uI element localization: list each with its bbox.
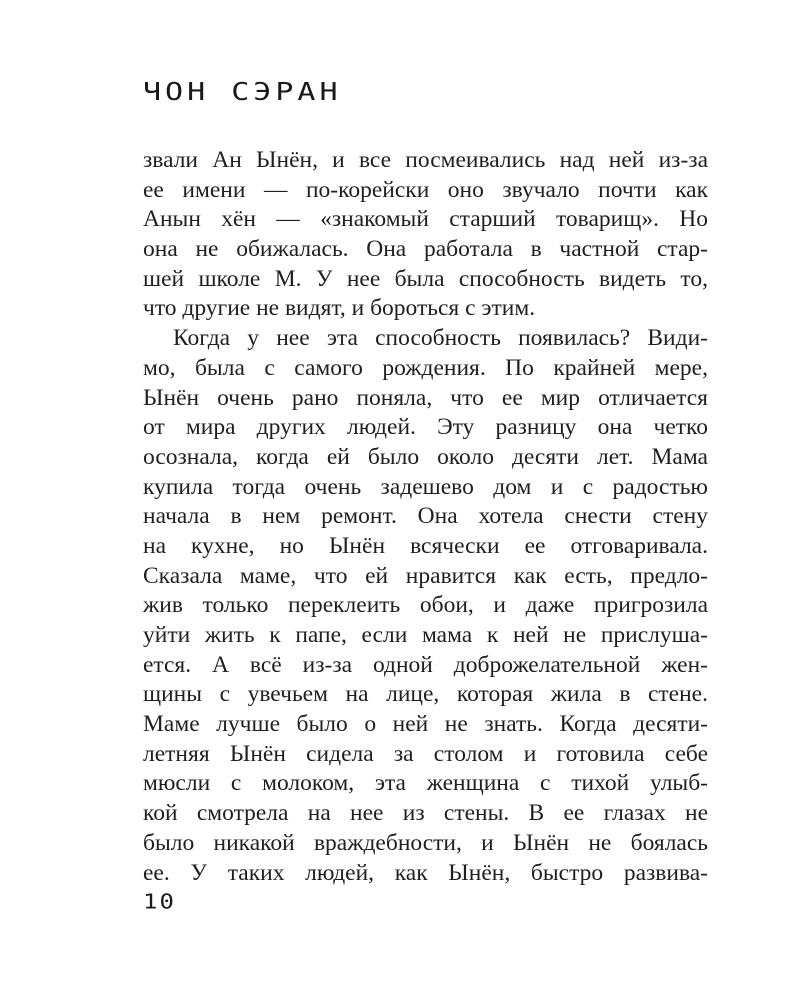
text-line: Ынён очень рано поняла, что ее мир отличается — [143, 384, 708, 411]
text-line: шей школе М. У нее была способность видеть то, — [143, 265, 708, 292]
text-line: Когда у нее эта способность появилась? Види- — [173, 325, 708, 352]
text-line: щины с увечьем на лице, которая жила в стене. — [143, 681, 708, 708]
page-number: 10 — [143, 890, 176, 914]
text-line: она не обижалась. Она работала в частной стар- — [143, 236, 708, 263]
text-line: ее. У таких людей, как Ынён, быстро развива- — [143, 859, 708, 886]
text-line: Анын хён — «знакомый старший товарищ». Но — [143, 206, 708, 233]
text-line: ется. А всё из-за одной доброжелательной жен- — [143, 651, 708, 678]
text-line: жив только переклеить обои, и даже пригрозила — [143, 592, 708, 619]
text-line: уйти жить к папе, если мама к ней не прислуша- — [143, 622, 708, 648]
text-line: мо, была с самого рождения. По крайней мере, — [143, 354, 708, 381]
text-line: Сказала маме, что ей нравится как есть, предло- — [143, 562, 708, 589]
text-line: Маме лучше было о ней не знать. Когда десяти- — [143, 711, 708, 738]
text-line: что другие не видят, и бороться с этим. — [143, 295, 536, 322]
text-line: кой смотрела на нее из стены. В ее глазах не — [143, 800, 708, 827]
text-line: начала в нем ремонт. Она хотела снести стену — [143, 503, 708, 530]
text-line: от мира других людей. Эту разницу она четко — [143, 414, 708, 441]
text-line: купила тогда очень задешево дом и с радостью — [143, 473, 708, 500]
body-text — [143, 146, 708, 888]
text-line: летняя Ынён сидела за столом и готовила себе — [143, 740, 708, 767]
text-line: было никакой враждебности, и Ынён не боялась — [143, 829, 708, 856]
text-line: звали Ан Ынён, и все посмеивались над ней из-за — [143, 147, 708, 173]
text-line: осознала, когда ей было около десяти лет. Мама — [143, 443, 708, 470]
running-head-author: ЧОН СЭРАН — [143, 78, 342, 107]
text-line: на кухне, но Ынён всячески ее отговаривала. — [143, 532, 708, 559]
text-line: ее имени — по-корейски оно звучало почти как — [143, 176, 708, 203]
text-line: мюсли с молоком, эта женщина с тихой улыб- — [143, 770, 708, 797]
